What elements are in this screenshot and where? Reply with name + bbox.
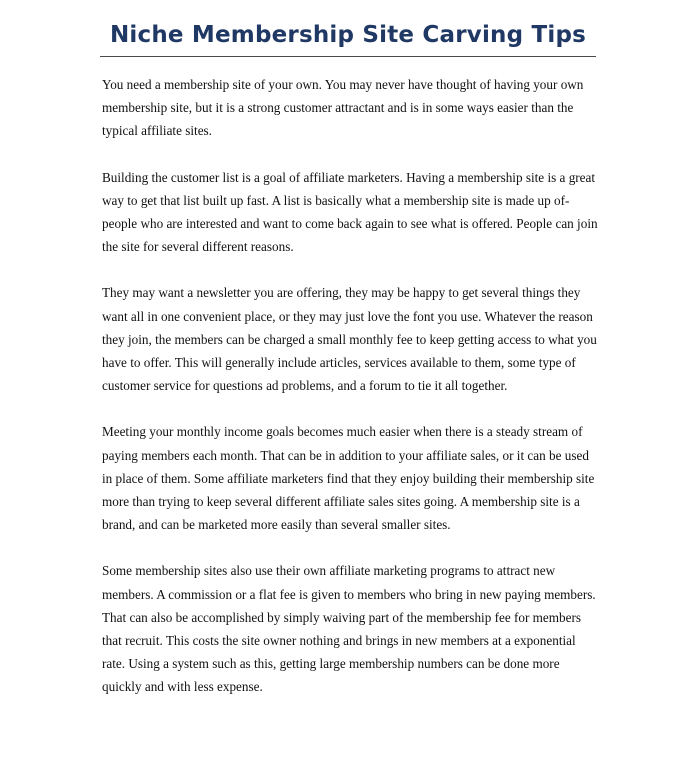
document-body: [102, 73, 598, 722]
paragraph-5: Some membership sites also use their own affiliate marketing programs to attract new members. A commission or a flat fee is given to members who bring in new paying members. That can also be accomplished by simply waiving part of the membership fee for members that recruit. This costs the site owner nothing and brings in new members at a exponential rate. Using a system such as this, getting large membership numbers can be done more quickly and with less expense.: [102, 563, 596, 695]
paragraph-3: They may want a newsletter you are offering, they may be happy to get several things they want all in one convenient place, or they may just love the font you use. Whatever the reason they join, the members can be charged a small monthly fee to keep getting access to what you have to offer. This will generally include articles, services available to them, some type of customer service for questions ad problems, and a forum to tie it all together.: [102, 285, 597, 394]
title-underline: [100, 56, 596, 57]
paragraph-1: You need a membership site of your own. You may never have thought of having your own membership site, but it is a strong customer attractant and is in some ways easier than the typical affiliate sites.: [102, 77, 584, 139]
paragraph-4: Meeting your monthly income goals becomes much easier when there is a steady stream of paying members each month. That can be in addition to your affiliate sales, or it can be used in place of them. Some affiliate marketers find that they enjoy building their membership site more than trying to keep several different affiliate sales sites going. A membership site is a brand, and can be marketed more easily than several smaller sites.: [102, 424, 595, 533]
document-title: Niche Membership Site Carving Tips: [109, 22, 587, 48]
paragraph-2: Building the customer list is a goal of affiliate marketers. Having a membership site is a great way to get that list built up fast. A list is basically what a membership site is made up of- people who are interested and want to come back again to see what is offered. People can join the site for several different reasons.: [102, 169, 598, 255]
